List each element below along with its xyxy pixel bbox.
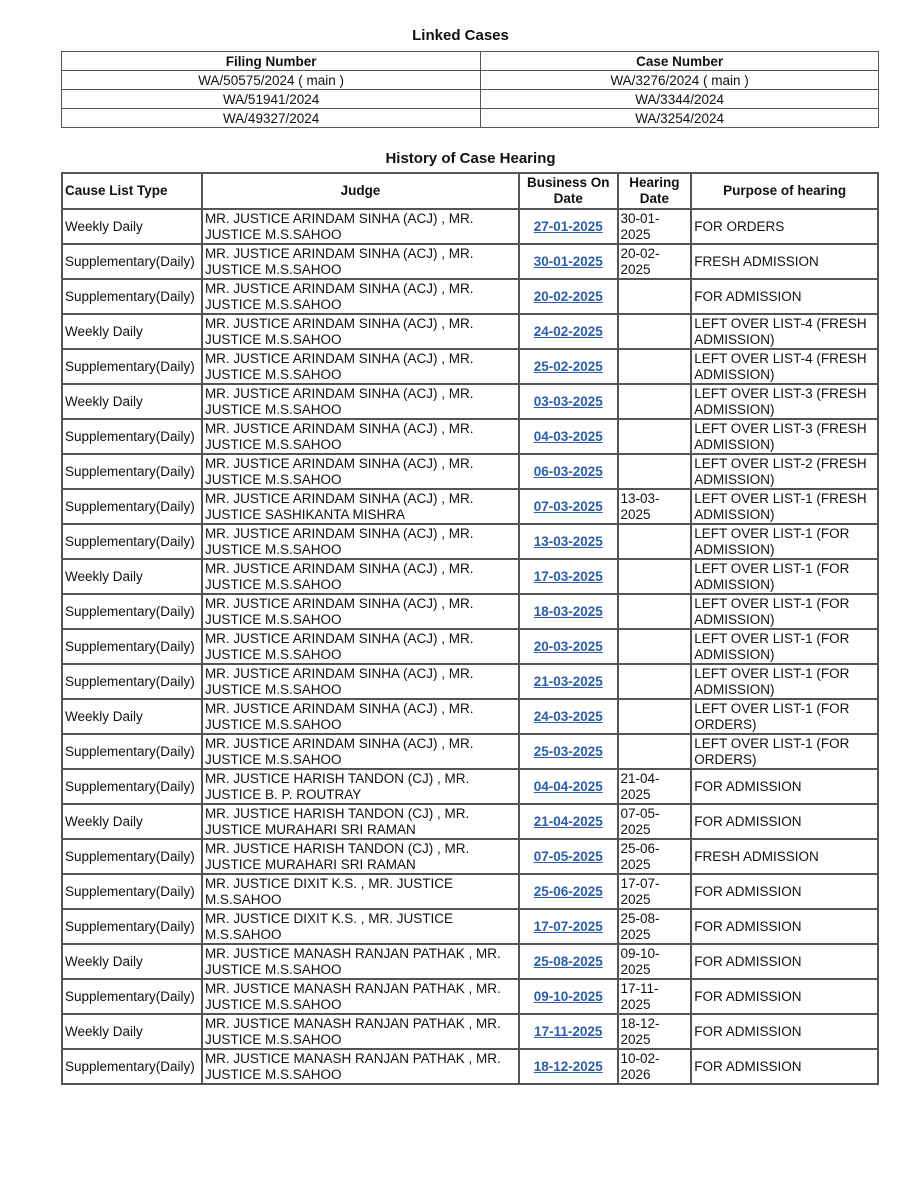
business-date-cell xyxy=(519,454,618,489)
hearing-date-cell: 30-01-2025 xyxy=(618,209,692,244)
purpose-cell: LEFT OVER LIST-1 (FOR ORDERS) xyxy=(691,699,878,734)
hearing-date-cell: 13-03-2025 xyxy=(618,489,692,524)
purpose-cell: LEFT OVER LIST-1 (FOR ADMISSION) xyxy=(691,594,878,629)
business-date-link[interactable]: 06-03-2025 xyxy=(533,463,603,479)
linked-cases-table xyxy=(61,51,879,128)
judge-cell: MR. JUSTICE ARINDAM SINHA (ACJ) , MR. JUSTICE M.S.SAHOO xyxy=(202,209,519,244)
hearing-date-cell xyxy=(618,664,692,699)
purpose-cell: FOR ORDERS xyxy=(691,209,878,244)
business-date-cell xyxy=(519,419,618,454)
judge-cell: MR. JUSTICE ARINDAM SINHA (ACJ) , MR. JUSTICE M.S.SAHOO xyxy=(202,524,519,559)
hearing-date-cell xyxy=(618,734,692,769)
business-date-link[interactable]: 18-03-2025 xyxy=(533,603,603,619)
business-date-cell xyxy=(519,349,618,384)
hearing-date-header: Hearing Date xyxy=(618,173,692,209)
judge-cell: MR. JUSTICE MANASH RANJAN PATHAK , MR. JUSTICE M.S.SAHOO xyxy=(202,1014,519,1049)
filing-number-cell: WA/51941/2024 xyxy=(62,90,481,109)
cause-list-type-cell: Weekly Daily xyxy=(62,384,202,419)
hearing-date-cell: 10-02-2026 xyxy=(618,1049,692,1084)
cause-list-type-cell: Supplementary(Daily) xyxy=(62,454,202,489)
filing-number-header: Filing Number xyxy=(62,52,481,71)
purpose-cell: FOR ADMISSION xyxy=(691,769,878,804)
judge-cell: MR. JUSTICE ARINDAM SINHA (ACJ) , MR. JUSTICE M.S.SAHOO xyxy=(202,699,519,734)
hearing-row xyxy=(62,244,878,279)
hearing-date-cell: 18-12-2025 xyxy=(618,1014,692,1049)
business-date-link[interactable]: 20-02-2025 xyxy=(533,288,603,304)
business-date-link[interactable]: 04-04-2025 xyxy=(533,778,603,794)
hearing-date-cell xyxy=(618,419,692,454)
business-date-cell xyxy=(519,314,618,349)
judge-cell: MR. JUSTICE ARINDAM SINHA (ACJ) , MR. JUSTICE M.S.SAHOO xyxy=(202,314,519,349)
cause-list-type-cell: Supplementary(Daily) xyxy=(62,839,202,874)
business-date-link[interactable]: 17-11-2025 xyxy=(534,1023,603,1039)
business-date-cell xyxy=(519,594,618,629)
hearing-row xyxy=(62,279,878,314)
business-date-link[interactable]: 30-01-2025 xyxy=(533,253,603,269)
judge-cell: MR. JUSTICE ARINDAM SINHA (ACJ) , MR. JUSTICE M.S.SAHOO xyxy=(202,734,519,769)
hearing-row xyxy=(62,909,878,944)
hearing-row xyxy=(62,489,878,524)
hearing-date-cell xyxy=(618,559,692,594)
judge-cell: MR. JUSTICE ARINDAM SINHA (ACJ) , MR. JUSTICE SASHIKANTA MISHRA xyxy=(202,489,519,524)
hearing-row xyxy=(62,524,878,559)
hearing-date-cell xyxy=(618,279,692,314)
business-date-cell xyxy=(519,734,618,769)
cause-list-type-cell: Supplementary(Daily) xyxy=(62,419,202,454)
hearing-row xyxy=(62,769,878,804)
cause-list-type-cell: Supplementary(Daily) xyxy=(62,664,202,699)
business-date-cell xyxy=(519,699,618,734)
business-date-cell xyxy=(519,769,618,804)
business-date-cell xyxy=(519,279,618,314)
cause-list-type-cell: Weekly Daily xyxy=(62,314,202,349)
judge-cell: MR. JUSTICE ARINDAM SINHA (ACJ) , MR. JUSTICE M.S.SAHOO xyxy=(202,244,519,279)
cause-list-type-cell: Supplementary(Daily) xyxy=(62,349,202,384)
business-date-cell xyxy=(519,839,618,874)
purpose-cell: LEFT OVER LIST-1 (FOR ADMISSION) xyxy=(691,524,878,559)
hearing-date-cell xyxy=(618,629,692,664)
purpose-cell: FOR ADMISSION xyxy=(691,1014,878,1049)
purpose-cell: FOR ADMISSION xyxy=(691,804,878,839)
business-date-cell xyxy=(519,489,618,524)
cause-list-type-cell: Weekly Daily xyxy=(62,1014,202,1049)
judge-cell: MR. JUSTICE ARINDAM SINHA (ACJ) , MR. JUSTICE M.S.SAHOO xyxy=(202,594,519,629)
judge-cell: MR. JUSTICE ARINDAM SINHA (ACJ) , MR. JUSTICE M.S.SAHOO xyxy=(202,419,519,454)
cause-list-type-cell: Weekly Daily xyxy=(62,944,202,979)
cause-list-type-cell: Weekly Daily xyxy=(62,209,202,244)
business-date-link[interactable]: 20-03-2025 xyxy=(533,638,603,654)
hearing-date-cell: 25-06-2025 xyxy=(618,839,692,874)
hearing-row xyxy=(62,664,878,699)
business-date-cell xyxy=(519,804,618,839)
business-date-link[interactable]: 04-03-2025 xyxy=(533,428,603,444)
business-date-link[interactable]: 21-03-2025 xyxy=(533,673,603,689)
purpose-cell: FOR ADMISSION xyxy=(691,944,878,979)
hearing-date-cell xyxy=(618,349,692,384)
judge-cell: MR. JUSTICE ARINDAM SINHA (ACJ) , MR. JUSTICE M.S.SAHOO xyxy=(202,664,519,699)
purpose-cell: FOR ADMISSION xyxy=(691,909,878,944)
hearing-row xyxy=(62,384,878,419)
hearing-date-cell: 21-04-2025 xyxy=(618,769,692,804)
purpose-cell: LEFT OVER LIST-1 (FRESH ADMISSION) xyxy=(691,489,878,524)
cause-list-type-cell: Supplementary(Daily) xyxy=(62,629,202,664)
cause-list-type-cell: Weekly Daily xyxy=(62,804,202,839)
hearing-row xyxy=(62,1014,878,1049)
business-date-cell xyxy=(519,524,618,559)
judge-cell: MR. JUSTICE ARINDAM SINHA (ACJ) , MR. JUSTICE M.S.SAHOO xyxy=(202,559,519,594)
business-date-link[interactable]: 25-06-2025 xyxy=(533,883,603,899)
judge-cell: MR. JUSTICE DIXIT K.S. , MR. JUSTICE M.S.SAHOO xyxy=(202,909,519,944)
business-date-cell xyxy=(519,559,618,594)
business-date-cell xyxy=(519,209,618,244)
purpose-cell: LEFT OVER LIST-1 (FOR ORDERS) xyxy=(691,734,878,769)
judge-cell: MR. JUSTICE MANASH RANJAN PATHAK , MR. JUSTICE M.S.SAHOO xyxy=(202,944,519,979)
cause-list-type-cell: Supplementary(Daily) xyxy=(62,769,202,804)
purpose-cell: LEFT OVER LIST-3 (FRESH ADMISSION) xyxy=(691,419,878,454)
hearing-date-cell xyxy=(618,314,692,349)
hearing-row xyxy=(62,1049,878,1084)
business-date-link[interactable]: 25-03-2025 xyxy=(533,743,603,759)
judge-cell: MR. JUSTICE HARISH TANDON (CJ) , MR. JUSTICE MURAHARI SRI RAMAN xyxy=(202,804,519,839)
business-date-link[interactable]: 18-12-2025 xyxy=(533,1058,603,1074)
hearing-date-cell xyxy=(618,524,692,559)
purpose-cell: FRESH ADMISSION xyxy=(691,244,878,279)
business-date-cell xyxy=(519,944,618,979)
judge-cell: MR. JUSTICE ARINDAM SINHA (ACJ) , MR. JUSTICE M.S.SAHOO xyxy=(202,279,519,314)
case-hearing-history-table xyxy=(61,172,879,1085)
cause-list-type-header: Cause List Type xyxy=(62,173,202,209)
business-date-link[interactable]: 27-01-2025 xyxy=(533,218,603,234)
hearing-row xyxy=(62,349,878,384)
hearing-row xyxy=(62,874,878,909)
business-date-cell xyxy=(519,664,618,699)
case-number-header: Case Number xyxy=(481,52,879,71)
business-date-link[interactable]: 25-02-2025 xyxy=(533,358,603,374)
judge-cell: MR. JUSTICE MANASH RANJAN PATHAK , MR. JUSTICE M.S.SAHOO xyxy=(202,1049,519,1084)
business-date-cell xyxy=(519,1049,618,1084)
purpose-cell: LEFT OVER LIST-1 (FOR ADMISSION) xyxy=(691,664,878,699)
business-date-link[interactable]: 13-03-2025 xyxy=(533,533,603,549)
business-date-cell xyxy=(519,629,618,664)
history-title: History of Case Hearing xyxy=(385,150,556,167)
hearing-date-cell: 25-08-2025 xyxy=(618,909,692,944)
purpose-cell: FOR ADMISSION xyxy=(691,874,878,909)
purpose-cell: LEFT OVER LIST-1 (FOR ADMISSION) xyxy=(691,559,878,594)
business-date-link[interactable]: 17-03-2025 xyxy=(533,568,603,584)
business-date-cell xyxy=(519,979,618,1014)
judge-cell: MR. JUSTICE DIXIT K.S. , MR. JUSTICE M.S.SAHOO xyxy=(202,874,519,909)
cause-list-type-cell: Supplementary(Daily) xyxy=(62,594,202,629)
hearing-row xyxy=(62,419,878,454)
cause-list-type-cell: Supplementary(Daily) xyxy=(62,874,202,909)
business-date-link[interactable]: 07-05-2025 xyxy=(533,848,603,864)
business-date-cell xyxy=(519,909,618,944)
cause-list-type-cell: Supplementary(Daily) xyxy=(62,489,202,524)
hearing-date-cell: 09-10-2025 xyxy=(618,944,692,979)
business-on-date-header: Business On Date xyxy=(519,173,618,209)
hearing-row xyxy=(62,209,878,244)
cause-list-type-cell: Supplementary(Daily) xyxy=(62,279,202,314)
cause-list-type-cell: Supplementary(Daily) xyxy=(62,1049,202,1084)
judge-cell: MR. JUSTICE ARINDAM SINHA (ACJ) , MR. JUSTICE M.S.SAHOO xyxy=(202,349,519,384)
hearing-row xyxy=(62,734,878,769)
business-date-cell xyxy=(519,874,618,909)
cause-list-type-cell: Supplementary(Daily) xyxy=(62,524,202,559)
cause-list-type-cell: Supplementary(Daily) xyxy=(62,244,202,279)
cause-list-type-cell: Supplementary(Daily) xyxy=(62,734,202,769)
hearing-row xyxy=(62,314,878,349)
cause-list-type-cell: Weekly Daily xyxy=(62,559,202,594)
business-date-link[interactable]: 24-02-2025 xyxy=(533,323,603,339)
hearing-row xyxy=(62,979,878,1014)
hearing-date-cell: 20-02-2025 xyxy=(618,244,692,279)
case-number-cell: WA/3344/2024 xyxy=(481,90,879,109)
linked-case-row xyxy=(62,71,879,90)
purpose-cell: FOR ADMISSION xyxy=(691,279,878,314)
cause-list-type-cell: Weekly Daily xyxy=(62,699,202,734)
hearing-row xyxy=(62,839,878,874)
business-date-link[interactable]: 07-03-2025 xyxy=(533,498,603,514)
purpose-cell: LEFT OVER LIST-1 (FOR ADMISSION) xyxy=(691,629,878,664)
business-date-cell xyxy=(519,384,618,419)
hearing-row xyxy=(62,804,878,839)
linked-cases-title: Linked Cases xyxy=(412,27,509,44)
hearing-date-cell: 07-05-2025 xyxy=(618,804,692,839)
business-date-link[interactable]: 25-08-2025 xyxy=(533,953,603,969)
filing-number-cell: WA/50575/2024 ( main ) xyxy=(62,71,481,90)
purpose-cell: FOR ADMISSION xyxy=(691,979,878,1014)
history-header-row xyxy=(62,173,878,209)
purpose-cell: FRESH ADMISSION xyxy=(691,839,878,874)
business-date-link[interactable]: 17-07-2025 xyxy=(533,918,603,934)
purpose-cell: LEFT OVER LIST-4 (FRESH ADMISSION) xyxy=(691,349,878,384)
hearing-date-cell: 17-07-2025 xyxy=(618,874,692,909)
purpose-cell: LEFT OVER LIST-2 (FRESH ADMISSION) xyxy=(691,454,878,489)
purpose-cell: LEFT OVER LIST-4 (FRESH ADMISSION) xyxy=(691,314,878,349)
business-date-link[interactable]: 24-03-2025 xyxy=(533,708,603,724)
hearing-date-cell: 17-11-2025 xyxy=(618,979,692,1014)
case-number-cell: WA/3276/2024 ( main ) xyxy=(481,71,879,90)
linked-case-row xyxy=(62,109,879,128)
purpose-cell: FOR ADMISSION xyxy=(691,1049,878,1084)
hearing-row xyxy=(62,699,878,734)
judge-header: Judge xyxy=(202,173,519,209)
hearing-row xyxy=(62,944,878,979)
business-date-link[interactable]: 03-03-2025 xyxy=(533,393,603,409)
judge-cell: MR. JUSTICE ARINDAM SINHA (ACJ) , MR. JUSTICE M.S.SAHOO xyxy=(202,384,519,419)
judge-cell: MR. JUSTICE HARISH TANDON (CJ) , MR. JUSTICE MURAHARI SRI RAMAN xyxy=(202,839,519,874)
business-date-link[interactable]: 09-10-2025 xyxy=(533,988,603,1004)
judge-cell: MR. JUSTICE MANASH RANJAN PATHAK , MR. JUSTICE M.S.SAHOO xyxy=(202,979,519,1014)
hearing-date-cell xyxy=(618,384,692,419)
cause-list-type-cell: Supplementary(Daily) xyxy=(62,909,202,944)
hearing-row xyxy=(62,629,878,664)
hearing-row xyxy=(62,559,878,594)
judge-cell: MR. JUSTICE ARINDAM SINHA (ACJ) , MR. JUSTICE M.S.SAHOO xyxy=(202,629,519,664)
judge-cell: MR. JUSTICE ARINDAM SINHA (ACJ) , MR. JUSTICE M.S.SAHOO xyxy=(202,454,519,489)
purpose-cell: LEFT OVER LIST-3 (FRESH ADMISSION) xyxy=(691,384,878,419)
case-number-cell: WA/3254/2024 xyxy=(481,109,879,128)
linked-case-row xyxy=(62,90,879,109)
judge-cell: MR. JUSTICE HARISH TANDON (CJ) , MR. JUSTICE B. P. ROUTRAY xyxy=(202,769,519,804)
hearing-date-cell xyxy=(618,699,692,734)
business-date-cell xyxy=(519,244,618,279)
business-date-link[interactable]: 21-04-2025 xyxy=(533,813,603,829)
filing-number-cell: WA/49327/2024 xyxy=(62,109,481,128)
business-date-cell xyxy=(519,1014,618,1049)
hearing-row xyxy=(62,454,878,489)
hearing-date-cell xyxy=(618,454,692,489)
cause-list-type-cell: Supplementary(Daily) xyxy=(62,979,202,1014)
hearing-row xyxy=(62,594,878,629)
linked-cases-header-row xyxy=(62,52,879,71)
hearing-date-cell xyxy=(618,594,692,629)
purpose-header: Purpose of hearing xyxy=(691,173,878,209)
